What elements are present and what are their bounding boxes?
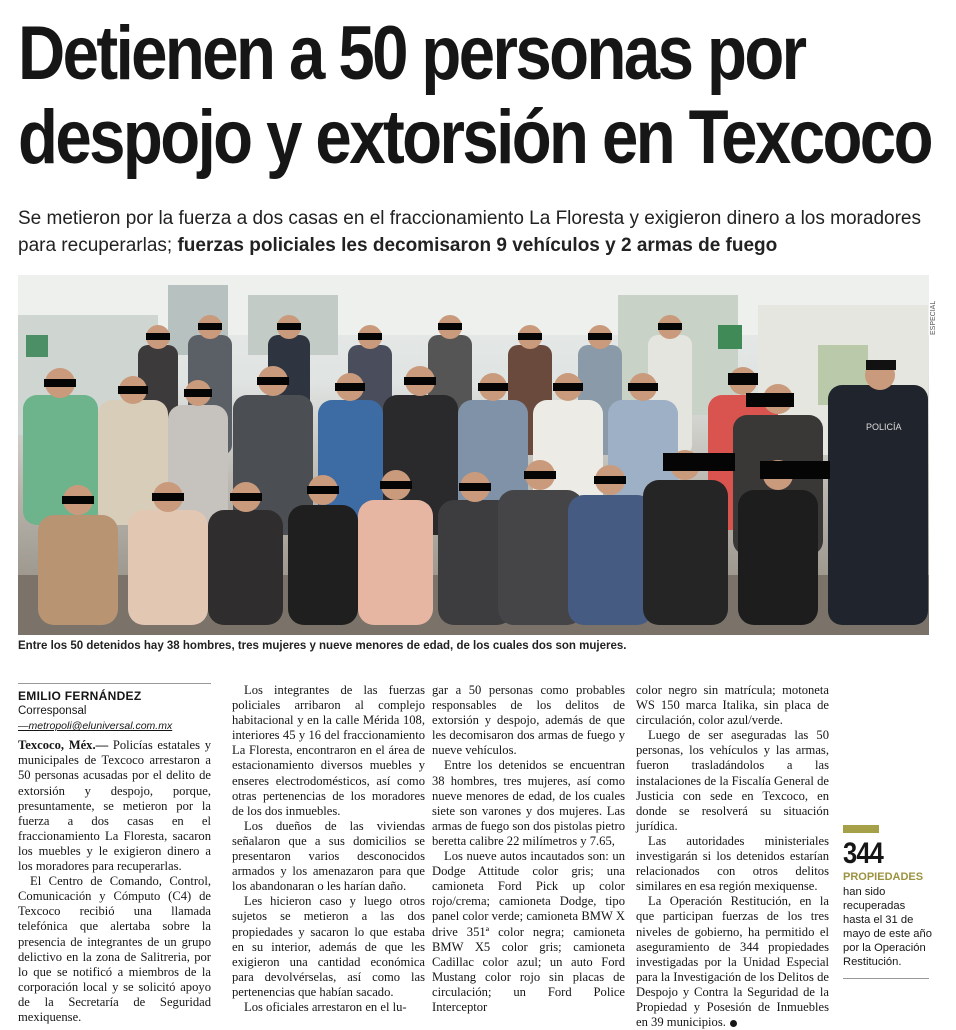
paragraph: color negro sin matrícula; motoneta WS 150 marca Italika, sin placa de circulación, color azul/verde. — [636, 683, 829, 728]
stat-text: han sido recuperadas hasta el 31 de mayo de este año por la Operación Restitución. — [843, 886, 932, 968]
subheadline — [18, 205, 938, 259]
subhead-bold: fuerzas policiales les decomisaron 9 vehículos y 2 armas de fuego — [177, 235, 778, 256]
paragraph: Las autoridades ministeriales investigarán si los detenidos estarían relacionados con otros delitos similares en esa región mexiquense. — [636, 833, 829, 894]
article-column-2 — [232, 683, 425, 1015]
author-email[interactable]: —metropoli@eluniversal.com.mx — [18, 720, 173, 733]
paragraph: Los oficiales arrestaron en el lu- — [244, 999, 407, 1014]
paragraph: Les hicieron caso y luego otros sujetos se metieron a las dos propiedades y sacaron lo que estaba en su interior, además de que les exigieron una cantidad económica para devolvérselas, así como las pertenencias que habían sacado. — [232, 894, 425, 999]
paragraph: El Centro de Comando, Control, Comunicación y Cómputo (C4) de Texcoco recibió una llamada telefónica que alertaba sobre la presencia de integrantes de un grupo delictivo en la zona de Salitreria, por lo que se notificó a miembros de la corporación local y se solicitó apoyo de la Secretaría de Seguridad mexiquense. — [18, 874, 211, 1024]
paragraph: Los dueños de las viviendas señalaron que a sus domicilios se presentaron varios desconocidos armados y los amenazaron para que los abandonaran o les harían daño. — [232, 818, 425, 894]
headline-line-1: Detienen a 50 personas por — [18, 11, 805, 96]
headline-line-2: despojo y extorsión en Texcoco — [18, 95, 931, 180]
author-role: Corresponsal — [18, 705, 87, 718]
svg-text:POLICÍA: POLICÍA — [866, 422, 902, 432]
paragraph: Los integrantes de las fuerzas policiales arribaron al complejo habitacional y en la calle Mérida 108, interiores 45 y 16 del fraccionamiento La Floresta, encontraron en el área de estacionamiento diversos muebles y enseres electrodomésticos, así como otras pertenencias de los moradores de los dos inmuebles. — [232, 683, 425, 818]
paragraph: Luego de ser aseguradas las 50 personas, los vehículos y las armas, fueron trasladándolos a las instalaciones de la Fiscalía General de Justicia con sede en Texcoco, en donde se resolverá su situación jurídica. — [636, 728, 829, 833]
photo-caption: Entre los 50 detenidos hay 38 hombres, tres mujeres y nueve menores de edad, de los cuales dos son mujeres. — [18, 640, 627, 652]
paragraph: gar a 50 personas como probables responsables de los delitos de extorsión y despojo, además de que les decomisaron dos armas de fuego y nueve vehículos. — [432, 683, 625, 758]
photo-illustration — [18, 275, 929, 635]
photo-description — [18, 275, 19, 276]
article-column-3 — [432, 683, 625, 1015]
stat-sidebar — [843, 825, 935, 979]
paragraph: Texcoco, Méx.— Policías estatales y municipales de Texcoco arrestaron a 50 personas acusadas por el delito de extorsión y despojo, porque, presuntamente, se metieron por la fuerza a dos casas en el fraccionamiento La Floresta, sacaron los muebles y le exigieron dinero a los moradores para recuperarlas. — [18, 738, 211, 874]
article-column-4 — [636, 683, 829, 1030]
news-photo — [18, 275, 929, 635]
accent-bar — [843, 825, 879, 833]
subhead-regular: Se metieron por la fuerza a dos casas en el fraccionamiento La Floresta y exigieron dinero a los moradores para recuperarlas; — [18, 208, 921, 256]
stat-rule — [843, 978, 929, 979]
headline — [18, 11, 931, 180]
article-column-1 — [18, 683, 211, 1025]
paragraph: Los nueve autos incautados son: un Dodge Attitude color gris; una camioneta Ford Pick up color rojo/crema; camioneta Dodge, tipo panel color verde; camioneta BMW X drive 351ª color negra; camioneta BMW X5 color gris; camioneta Cadillac color azul; un auto Ford Mustang color rojo sin placas de circulación; un Ford Police Interceptor — [432, 849, 625, 1014]
byline-rule — [18, 683, 211, 684]
paragraph: La Operación Restitución, en la que participan fuerzas de los tres niveles de gobierno, ha permitido el aseguramiento de 344 propiedades investigadas por la Unidad Especial para la Investigación de los Delitos de Despojo y Contra la Seguridad de la Propiedad y Posesión de Inmuebles en 39 municipios. — [636, 894, 829, 1030]
end-of-article-mark — [730, 1020, 737, 1027]
author-name: EMILIO FERNÁNDEZ — [18, 689, 142, 703]
stat-number: 344 — [843, 837, 884, 870]
paragraph: Entre los detenidos se encuentran 38 hombres, tres mujeres, así como nueve menores de edad, de los cuales siete son varones y dos mujeres. Las armas de fuego son dos pistolas pietro beretta calibre 22 milímetros y 7.65, — [432, 758, 625, 848]
photo-credit: ESPECIAL — [930, 300, 937, 335]
stat-label: PROPIEDADES — [843, 871, 924, 883]
dateline: Texcoco, Méx.— — [18, 738, 109, 753]
